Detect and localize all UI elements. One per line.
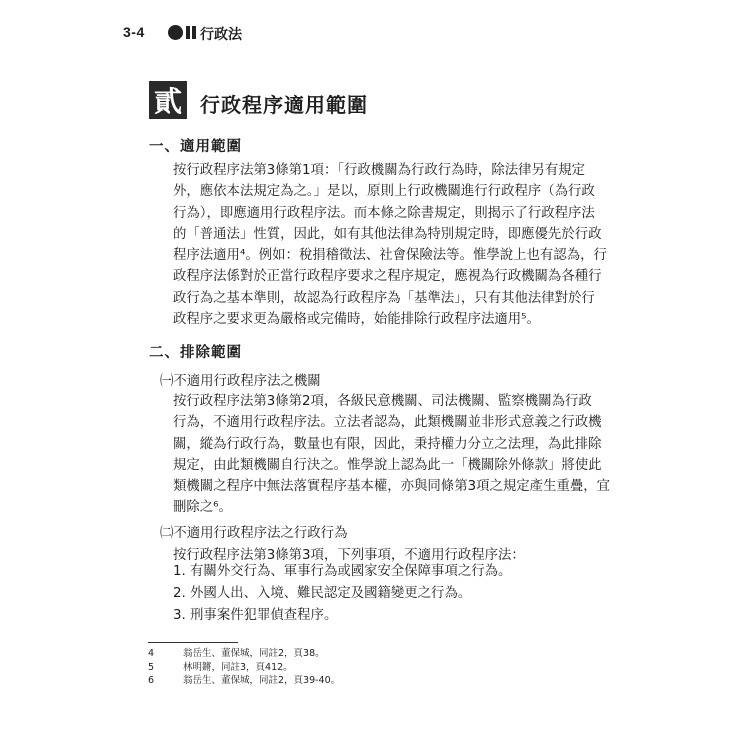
footnote-item: 5 林明鏘，同註3，頁412。 bbox=[148, 661, 293, 673]
circle-bars-mark-icon bbox=[168, 25, 198, 40]
list-item: 3. 刑事案件犯罪偵查程序。 bbox=[173, 608, 338, 623]
paragraph-line: 外，應依本法規定為之。」是以，原則上行政機關進行行政程序（為行政 bbox=[173, 184, 595, 200]
section-numeral-box: 貳 bbox=[149, 81, 187, 119]
paragraph-line: 按行政程序法第3條第2項，各級民意機關、司法機關、監察機關為行政 bbox=[173, 394, 592, 409]
subsection2-title: ㈡不適用行政程序法之行政行為 bbox=[160, 526, 348, 541]
part2-heading: 二、排除範圍 bbox=[149, 345, 242, 361]
paragraph-line: 行為），即應適用行政程序法。而本條之除書規定，則揭示了行政程序法 bbox=[173, 205, 595, 221]
footnotes bbox=[148, 647, 340, 688]
footnote-divider bbox=[148, 642, 238, 643]
footnote-item: 4 翁岳生、董保城，同註2，頁38。 bbox=[148, 648, 325, 659]
paragraph-line: 類機關之程序中無法落實程序基本權，亦與同條第3項之規定產生重疊，宜 bbox=[173, 479, 611, 495]
paragraph-line: 行為，不適用行政程序法。立法者認為，此類機關並非形式意義之行政機 bbox=[173, 415, 602, 431]
paragraph-line: 刪除之⁶。 bbox=[173, 500, 232, 516]
list-item: 2. 外國人出、入境、難民認定及國籍變更之行為。 bbox=[173, 586, 472, 601]
paragraph-line: 程序法適用⁴。例如：稅捐稽徵法、社會保險法等。惟學說上也有認為，行 bbox=[173, 248, 607, 264]
page-number: 3-4 bbox=[123, 24, 145, 40]
exclusion-list bbox=[173, 561, 511, 627]
subsection1-paragraph bbox=[173, 391, 610, 519]
subsection1-title: ㈠不適用行政程序法之機關 bbox=[160, 374, 321, 389]
part1-heading: 一、適用範圍 bbox=[149, 139, 242, 155]
paragraph-line: 的「普通法」性質，因此，如有其他法律為特別規定時，即應優先於行政 bbox=[173, 226, 602, 242]
paragraph-line: 規定，由此類機關自行決之。惟學說上認為此一「機關除外條款」將使此 bbox=[173, 457, 602, 473]
paragraph-line: 按行政程序法第3條第1項：「行政機關為行政行為時，除法律另有規定 bbox=[173, 163, 586, 178]
paragraph-line: 政行為之基本準則，故認為行政程序為「基準法」，只有其他法律對於行 bbox=[173, 290, 595, 306]
list-item: 1. 有關外交行為、軍事行為或國家安全保障事項之行為。 bbox=[173, 564, 512, 579]
chapter-title: 行政法 bbox=[200, 27, 242, 43]
part1-paragraph bbox=[173, 160, 607, 330]
paragraph-line: 政程序之要求更為嚴格或完備時，始能排除行政程序法適用⁵。 bbox=[173, 312, 540, 328]
subsection2-intro: 按行政程序法第3條第3項，下列事項，不適用行政程序法： bbox=[173, 548, 525, 563]
paragraph-line: 政程序法係對於正當行政程序要求之程序規定，應視為行政機關為各種行 bbox=[173, 269, 602, 285]
section-title: 行政程序適用範圍 bbox=[200, 93, 368, 117]
paragraph-line: 關，縱為行政行為，數量也有限，因此，秉持權力分立之法理，為此排除 bbox=[173, 436, 602, 452]
footnote-item: 6 翁岳生、董保城，同註2，頁39-40。 bbox=[148, 675, 341, 686]
